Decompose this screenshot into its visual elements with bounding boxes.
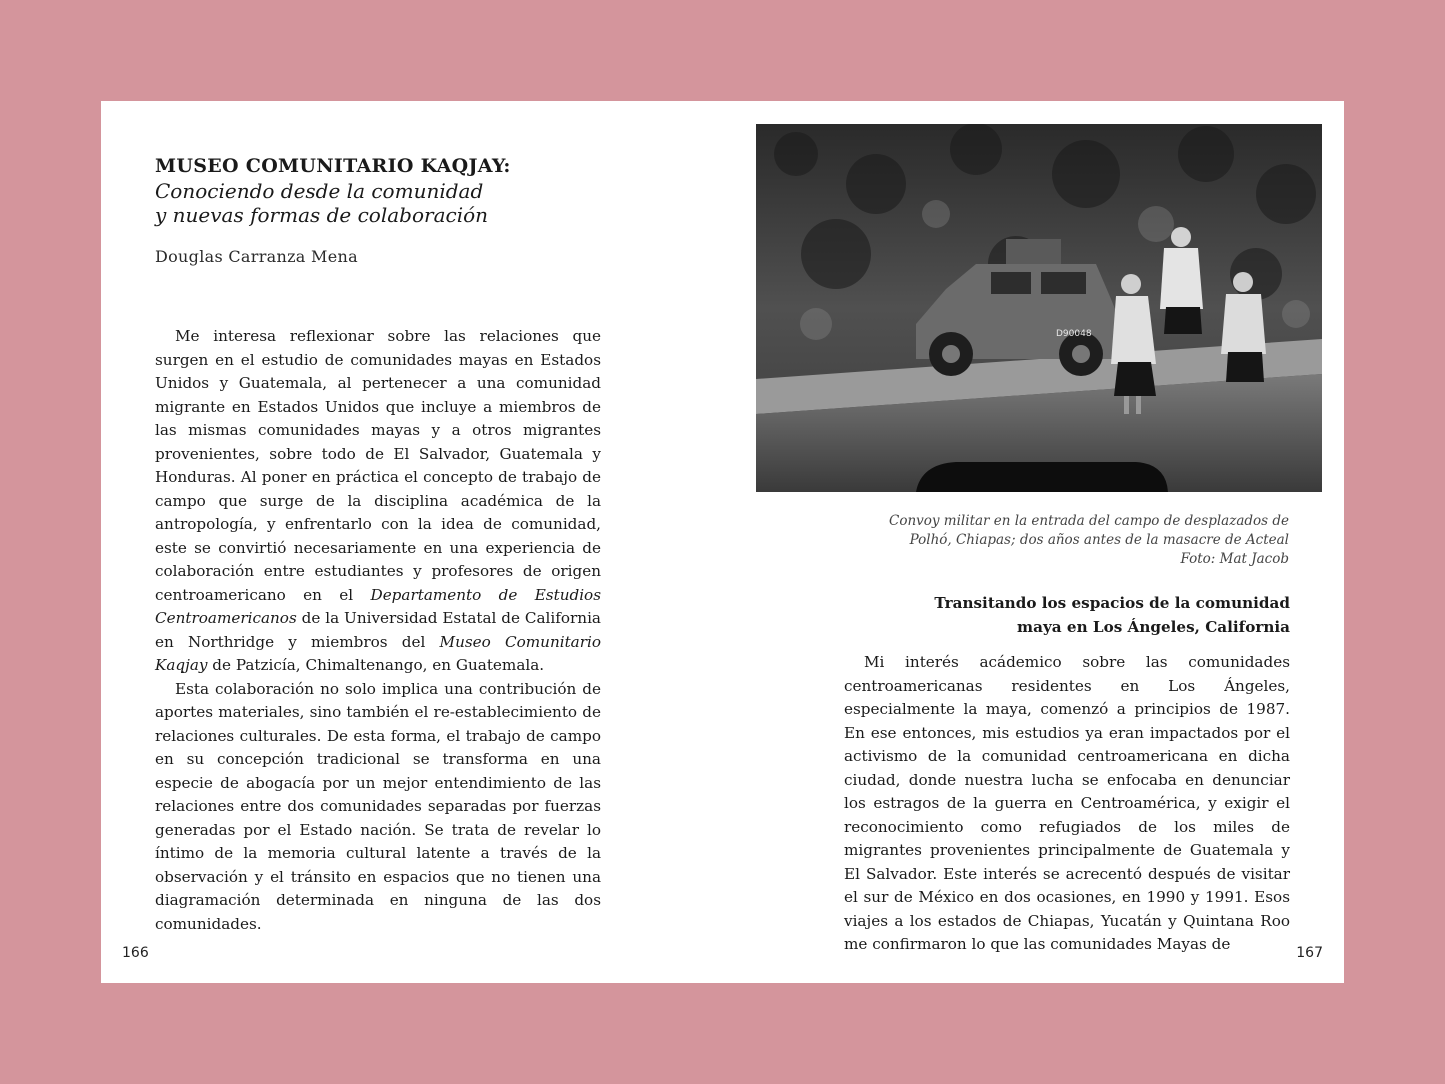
photo-illustration bbox=[756, 124, 1322, 492]
p1-italic-museum: Museo Comunitario Kaqjay bbox=[155, 632, 601, 674]
left-body-text bbox=[155, 325, 601, 936]
caption-credit: Foto: Mat Jacob bbox=[1180, 551, 1289, 567]
chapter-heading bbox=[155, 153, 601, 266]
p1-italic-department: Departamento de Estudios Centroamericanos bbox=[155, 585, 601, 627]
chapter-subtitle-line-2: y nuevas formas de colaboración bbox=[155, 203, 489, 227]
subhead-line-1: Transitando los espacios de la comunidad bbox=[934, 594, 1290, 612]
right-paragraph-1: Mi interés acádemico sobre las comunidades centroamericanas residentes en Los Ángeles, especialmente la maya, comenzó a principios de 1987. En ese entonces, mis estudios ya eran impactados por el activismo de la comunidad centroamericana en dicha ciudad, donde nuestra lucha se enfocaba en denunciar los estragos de la guerra en Centroamérica, y exigir el reconocimiento como refugiados de los miles de migrantes provenientes principalmente de Guatemala y El Salvador. Este interés se acrecentó después de visitar el sur de México en dos ocasiones, en 1990 y 1991. Esos viajes a los estados de Chiapas, Yucatán y Quintana Roo me confirmaron lo que las comunidades Mayas de bbox=[844, 653, 1290, 953]
page-number-right: 167 bbox=[1296, 945, 1323, 961]
p1-text-a: Me interesa reflexionar sobre las relaciones que surgen en el estudio de comunidades mayas en Estados Unidos y Guatemala, al pertenecer a una comunidad migrante en Estados Unidos que incluye a miembros de las mismas comunidades mayas y a otros migrantes provenientes, sobre todo de El Salvador, Guatemala y Honduras. Al poner en práctica el concepto de trabajo de campo que surge de la disciplina académica de la antropología, y enfrentarlo con la idea de comunidad, este se convirtió necesariamente en una experiencia de colaboración entre estudiantes y profesores de origen centroamericano en el bbox=[155, 327, 601, 604]
left-paragraph-2: Esta colaboración no solo implica una contribución de aportes materiales, sino también el re-establecimiento de relaciones culturales. De esta forma, el trabajo de campo en su concepción tradicional se transforma en una especie de abogacía por un mejor entendimiento de las relaciones entre dos comunidades separadas por fuerzas generadas por el Estado nación. Se trata de revelar lo íntimo de la memoria cultural latente a través de la observación y el tránsito en espacios que no tienen una diagramación determinada en ninguna de las dos comunidades. bbox=[155, 679, 601, 933]
author-name: Douglas Carranza Mena bbox=[155, 247, 358, 266]
left-paragraph-1 bbox=[155, 325, 601, 678]
subhead-line-2: maya en Los Ángeles, California bbox=[1017, 618, 1290, 636]
book-spread bbox=[101, 101, 1344, 983]
caption-line-1: Convoy militar en la entrada del campo de desplazados de bbox=[888, 513, 1289, 529]
chapter-title: MUSEO COMUNITARIO KAQJAY: bbox=[155, 155, 511, 177]
convoy-photo bbox=[756, 124, 1322, 492]
page-number-left: 166 bbox=[122, 945, 149, 961]
right-body-text bbox=[844, 651, 1290, 957]
chapter-subtitle-line-1: Conociendo desde la comunidad bbox=[155, 179, 484, 203]
p1-text-b: de la Universidad Estatal de California en Northridge y miembros del bbox=[155, 609, 601, 651]
p1-text-c: de Patzicía, Chimaltenango, en Guatemala. bbox=[207, 656, 545, 674]
photo-caption bbox=[829, 512, 1289, 569]
caption-line-2: Polhó, Chiapas; dos años antes de la masacre de Acteal bbox=[909, 532, 1289, 548]
vehicle-plate: D90048 bbox=[1056, 329, 1092, 339]
section-subheading bbox=[930, 591, 1290, 639]
